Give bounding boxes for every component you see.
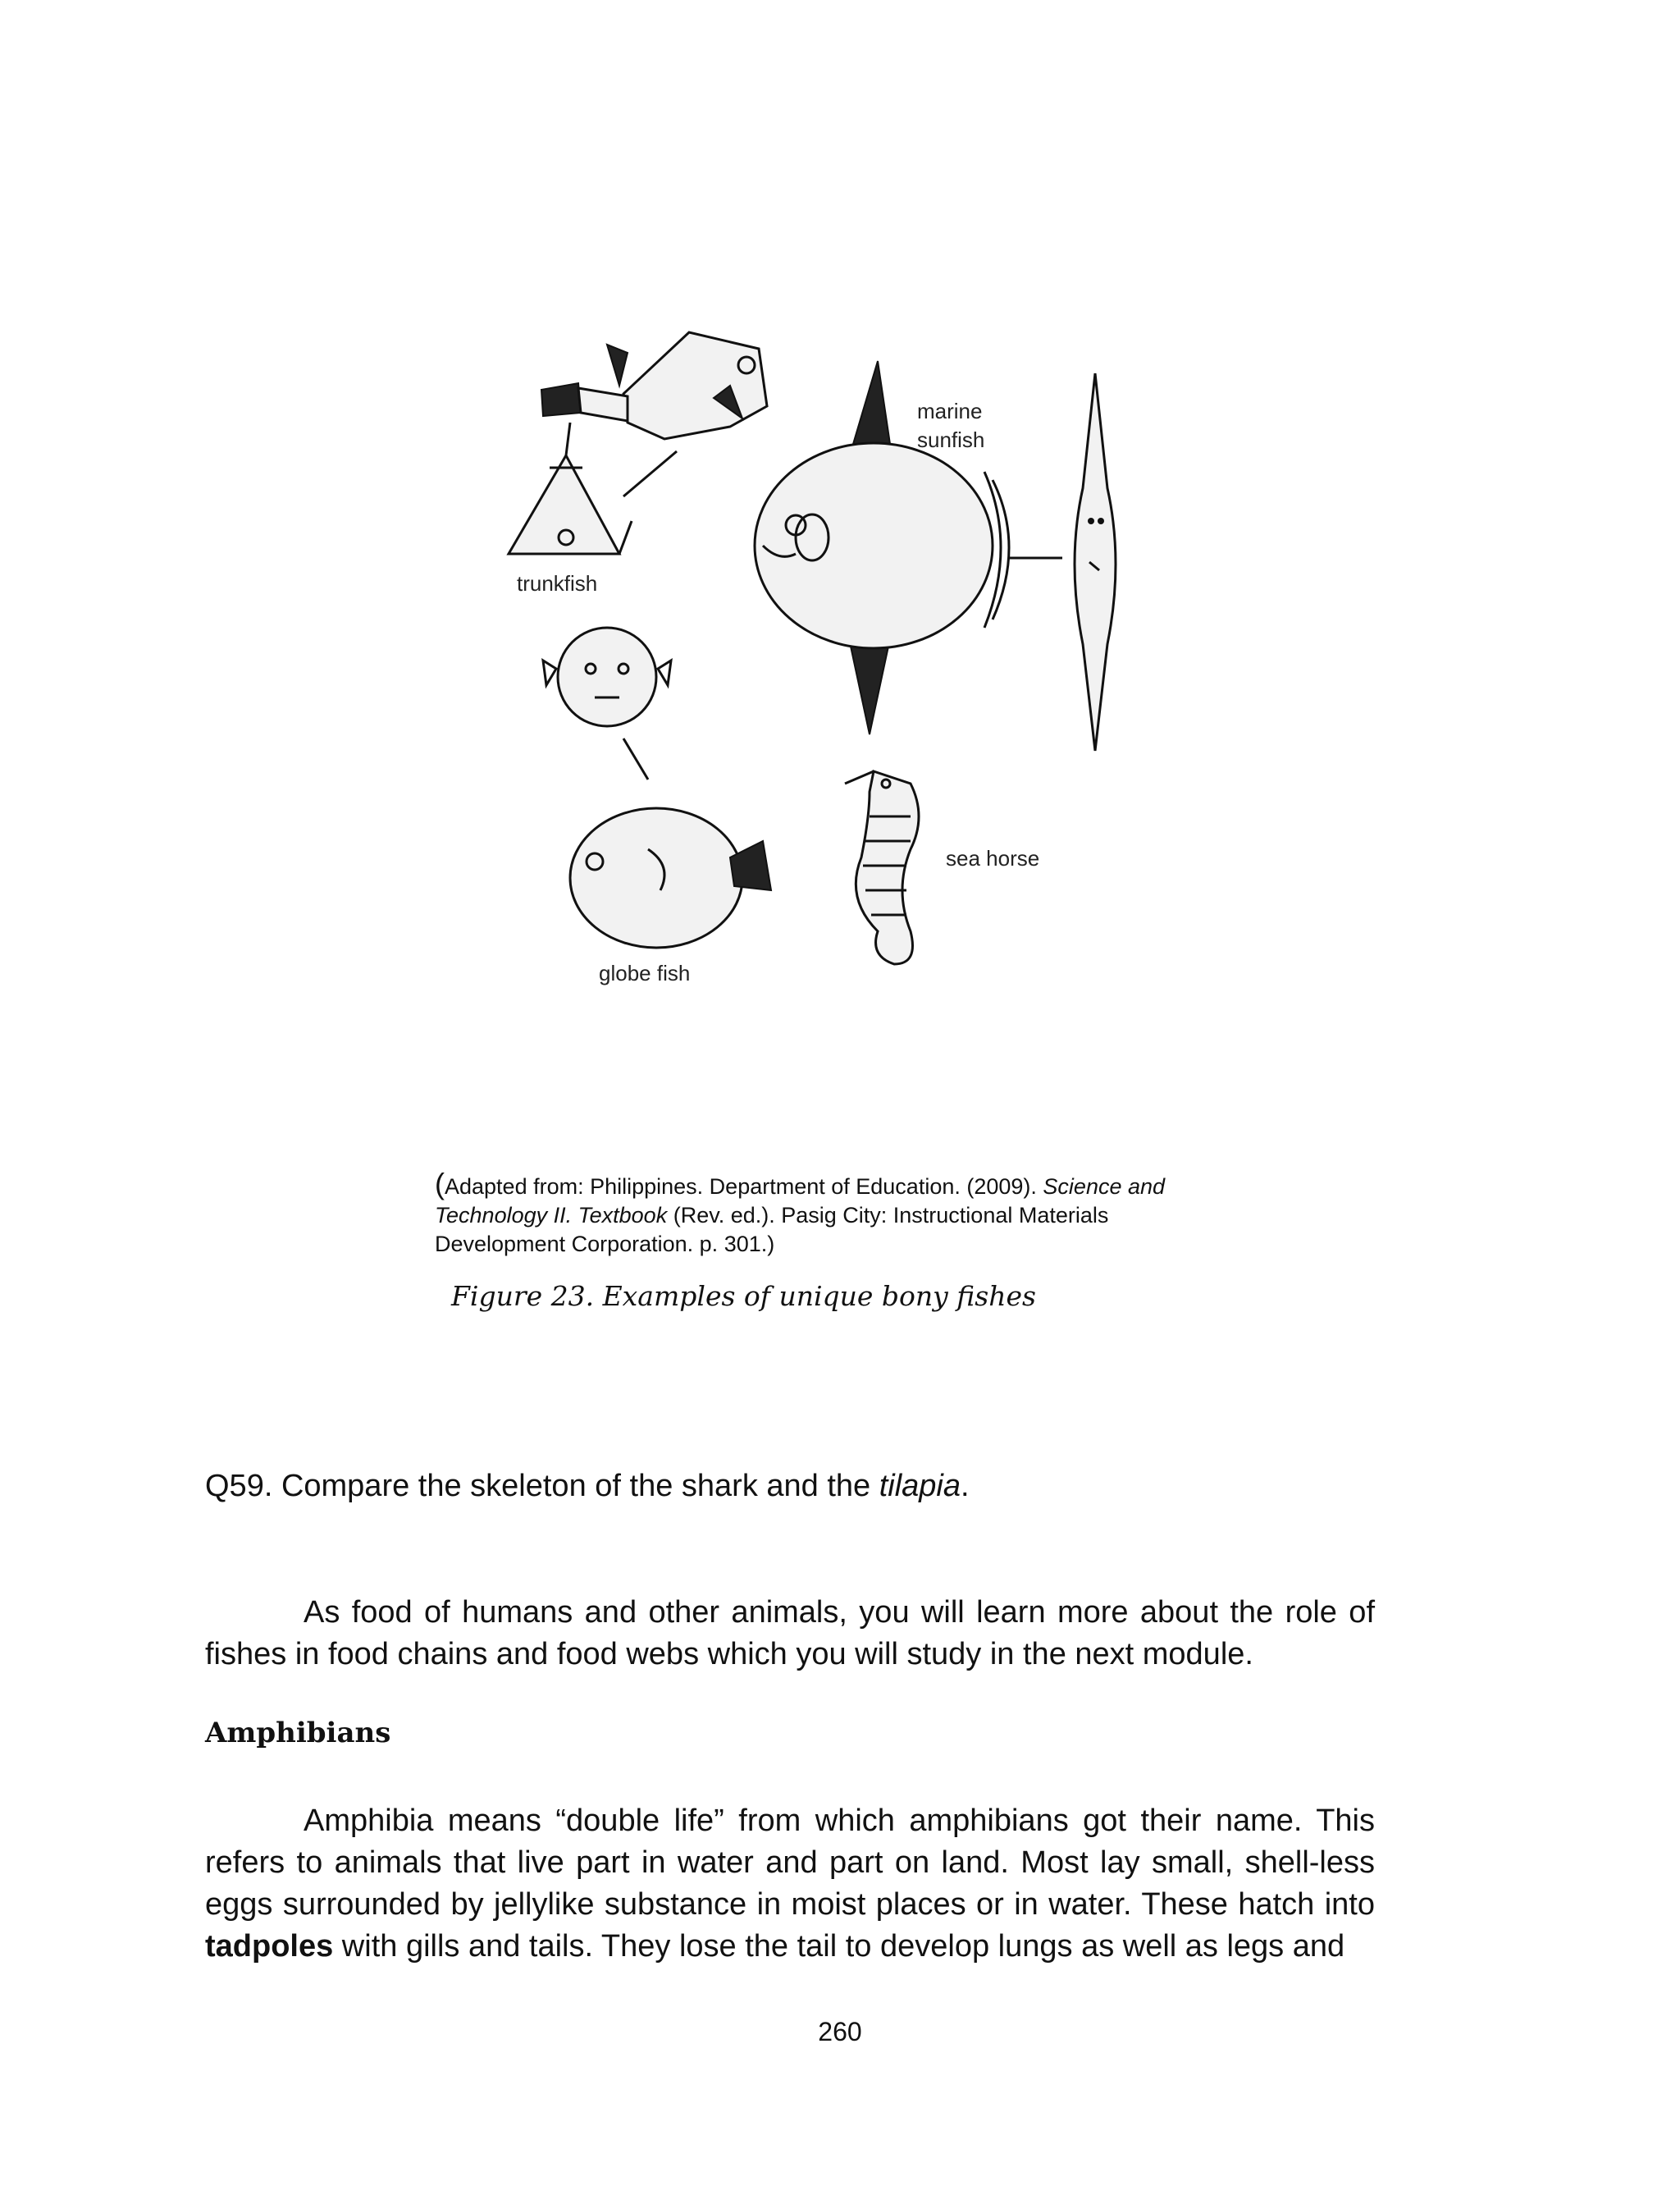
- trunkfish-side-drawing: [541, 332, 767, 439]
- question-text: Q59. Compare the skeleton of the shark and the: [205, 1469, 879, 1503]
- marine-sunfish-label-line1: marine: [917, 399, 983, 423]
- source-text-part1: Adapted from: Philippines. Department of Education. (2009).: [445, 1174, 1043, 1199]
- trunkfish-front-drawing: [509, 423, 632, 554]
- term-tadpoles: tadpoles: [205, 1929, 334, 1964]
- trunkfish-arrow: [623, 451, 677, 496]
- paragraph-amphibians-text1: Amphibia means “double life” from which amphibians got their name. This refers to animals that live part in water and part on land. Most lay small, shell-less eggs surrounded by jellylike substance in moist places or in water. These hatch into: [205, 1804, 1375, 1922]
- globe-fish-side-drawing: [570, 808, 771, 948]
- question-italic-term: tilapia: [879, 1469, 961, 1503]
- question-suffix: .: [961, 1469, 970, 1503]
- globe-fish-arrow: [623, 738, 648, 780]
- source-text-part2: (Rev. ed.). Pasig City: Instructional Materials Development Corporation. p. 301.): [435, 1203, 1109, 1256]
- figure-source-citation: [435, 1169, 1222, 1259]
- sea-horse-drawing: [845, 771, 919, 964]
- bony-fishes-illustration: [484, 324, 1222, 1112]
- page-number: 260: [818, 2017, 862, 2046]
- paragraph-food-chains-text: As food of humans and other animals, you will learn more about the role of fishes in food chains and food webs which you will study in the next module.: [205, 1595, 1375, 1671]
- paragraph-food-chains: [205, 1592, 1375, 1676]
- paragraph-amphibians: [205, 1800, 1375, 1968]
- globe-fish-label: globe fish: [599, 961, 691, 985]
- sea-horse-label: sea horse: [946, 846, 1040, 871]
- source-open-paren: (: [435, 1167, 445, 1200]
- figure-caption: Figure 23. Examples of unique bony fishes: [451, 1280, 1036, 1312]
- trunkfish-label: trunkfish: [517, 571, 598, 596]
- paragraph-amphibians-text2: with gills and tails. They lose the tail to develop lungs as well as legs and: [333, 1929, 1345, 1964]
- source-title: Science and Technology II. Textbook: [435, 1174, 1166, 1228]
- marine-sunfish-label-line2: sunfish: [917, 427, 985, 452]
- section-heading-amphibians: Amphibians: [205, 1717, 391, 1749]
- sunfish-front-drawing: [1075, 373, 1116, 751]
- question-q59: [205, 1469, 1477, 1504]
- globe-fish-front-drawing: [543, 628, 671, 726]
